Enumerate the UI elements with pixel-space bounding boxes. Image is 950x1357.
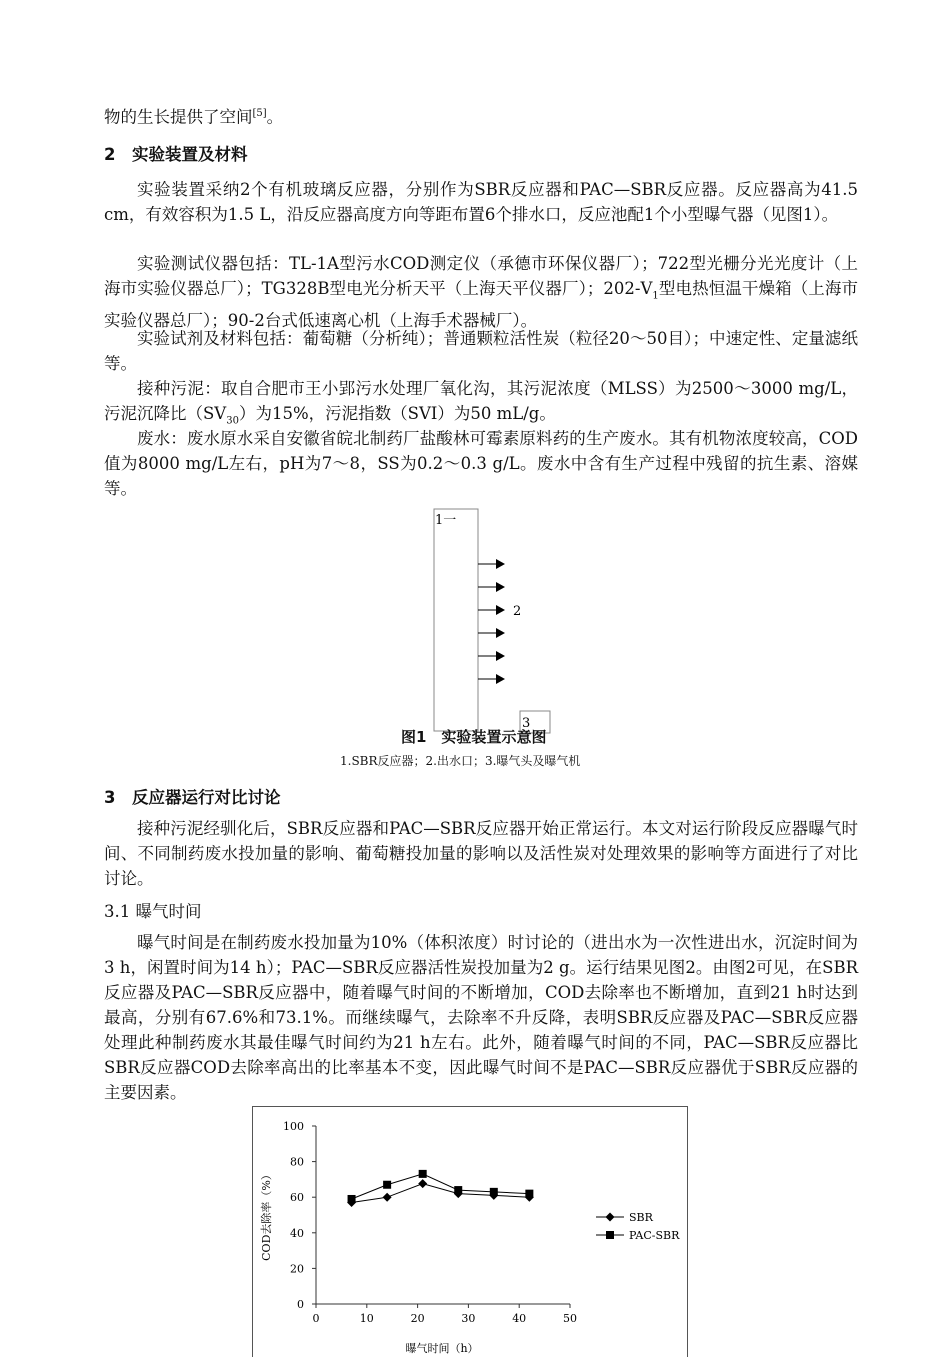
data-point-sbr: [383, 1193, 392, 1202]
section-heading-3: 3 反应器运行对比讨论: [104, 788, 281, 807]
figure-1-note: 1.SBR反应器；2.出水口；3.曝气头及曝气机: [340, 754, 581, 768]
legend-label: PAC-SBR: [629, 1229, 680, 1242]
sludge-sub: 30: [226, 415, 239, 427]
instruments-text: 实验测试仪器包括：TL-1A型污水COD测定仪（承德市环保仪器厂）；722型光栅分光光度计（上海市实验仪器总厂）；TG328B型电光分析天平（上海天平仪器厂）；202-V: [104, 254, 858, 298]
y-axis-label: COD去除率（%）: [260, 1169, 273, 1261]
data-point-pac-sbr: [525, 1190, 533, 1198]
series-line-pac-sbr: [352, 1174, 530, 1199]
paragraph-continuation: [104, 101, 858, 130]
series-line-sbr: [352, 1184, 530, 1203]
x-tick-label: 40: [512, 1312, 527, 1325]
data-point-sbr: [418, 1179, 427, 1188]
data-point-pac-sbr: [490, 1188, 498, 1196]
x-tick-label: 20: [410, 1312, 425, 1325]
citation-ref: [5]: [252, 108, 267, 119]
x-tick-label: 10: [359, 1312, 374, 1325]
paragraph-device: 实验装置采纳2个有机玻璃反应器，分别作为SBR反应器和PAC—SBR反应器。反应器高为41.5 cm，有效容积为1.5 L，沿反应器高度方向等距布置6个排水口，反应池配1个小型曝气器（见图1）。: [104, 180, 858, 224]
x-axis-label: 曝气时间（h）: [405, 1342, 479, 1355]
y-tick-label: 80: [290, 1155, 304, 1169]
subsection-heading-3-1: 3.1 曝气时间: [104, 902, 202, 921]
data-point-pac-sbr: [348, 1195, 356, 1203]
figure-1-schematic: [420, 505, 560, 735]
paragraph-wastewater: 废水：废水原水采自安徽省皖北制药厂盐酸林可霉素原料药的生产废水。其有机物浓度较高，COD值为8000 mg/L左右，pH为7～8，SS为0.2～0.3 g/L。废水中含有生产过程中残留的抗生素、溶媒等。: [104, 429, 858, 498]
section-heading-2: 2 实验装置及材料: [104, 145, 248, 164]
paragraph-reagents: 实验试剂及材料包括：葡萄糖（分析纯）；普通颗粒活性炭（粒径20～50目）；中速定性、定量滤纸等。: [104, 329, 858, 373]
paragraph-aeration: 曝气时间是在制药废水投加量为10%（体积浓度）时讨论的（进出水为一次性进出水，沉淀时间为3 h，闲置时间为14 h）；PAC—SBR反应器活性炭投加量为2 g。运行结果见图2。由图2可见，在SBR反应器及PAC—SBR反应器中，随着曝气时间的不断增加，COD去除率也不断增加，直到21 h时达到最高，分别有67.6%和73.1%。而继续曝气，去除率不升反降，表明SBR反应器及PAC—SBR反应器处理此种制药废水其最佳曝气时间约为21 h左右。此外，随着曝气时间的不同，PAC—SBR反应器比SBR反应器COD去除率高出的比率基本不变，因此曝气时间不是PAC—SBR反应器优于SBR反应器的主要因素。: [104, 933, 858, 1102]
label-1: 1一: [435, 513, 457, 528]
reactor-body: [434, 509, 478, 731]
paragraph-tail: 。: [266, 107, 284, 127]
x-tick-label: 30: [461, 1312, 476, 1325]
data-point-pac-sbr: [383, 1181, 391, 1189]
sludge-text-tail: ）为15%，污泥指数（SVI）为50 mL/g。: [238, 404, 556, 423]
label-3: 3: [522, 716, 531, 731]
figure-1-caption: 图1 实验装置示意图: [401, 728, 547, 746]
x-tick-label: 50: [563, 1312, 577, 1325]
legend-label: SBR: [629, 1211, 653, 1224]
paragraph-text: 物的生长提供了空间: [104, 107, 253, 127]
y-tick-label: 60: [290, 1191, 304, 1205]
y-tick-label: 100: [283, 1120, 304, 1133]
outlet-arrows: [478, 559, 505, 684]
data-point-pac-sbr: [454, 1186, 462, 1194]
paragraph-section-3: 接种污泥经驯化后，SBR反应器和PAC—SBR反应器开始正常运行。本文对运行阶段反应器曝气时间、不同制药废水投加量的影响、葡萄糖投加量的影响以及活性炭对处理效果的影响等方面进行了对比讨论。: [104, 819, 858, 888]
paragraph-sludge: [104, 376, 858, 433]
data-point-pac-sbr: [419, 1170, 427, 1178]
y-tick-label: 0: [297, 1298, 304, 1311]
instruments-sub: 1: [652, 290, 659, 302]
sludge-text: 接种污泥：取自合肥市王小郢污水处理厂氧化沟，其污泥浓度（MLSS）为2500～3000 mg/L，污泥沉降比（SV: [104, 379, 858, 423]
legend-marker: [606, 1231, 614, 1239]
y-tick-label: 40: [290, 1226, 304, 1240]
legend-marker: [606, 1213, 615, 1222]
instruments-text-tail: 型电热恒温干燥箱（上海市实验仪器总厂）；90-2台式低速离心机（上海手术器械厂）。: [104, 279, 859, 331]
paragraph-instruments: [104, 251, 858, 333]
figure-2-chart: [252, 1106, 686, 1355]
label-2: 2: [513, 604, 522, 619]
y-tick-label: 20: [290, 1262, 304, 1276]
x-tick-label: 0: [312, 1312, 320, 1325]
